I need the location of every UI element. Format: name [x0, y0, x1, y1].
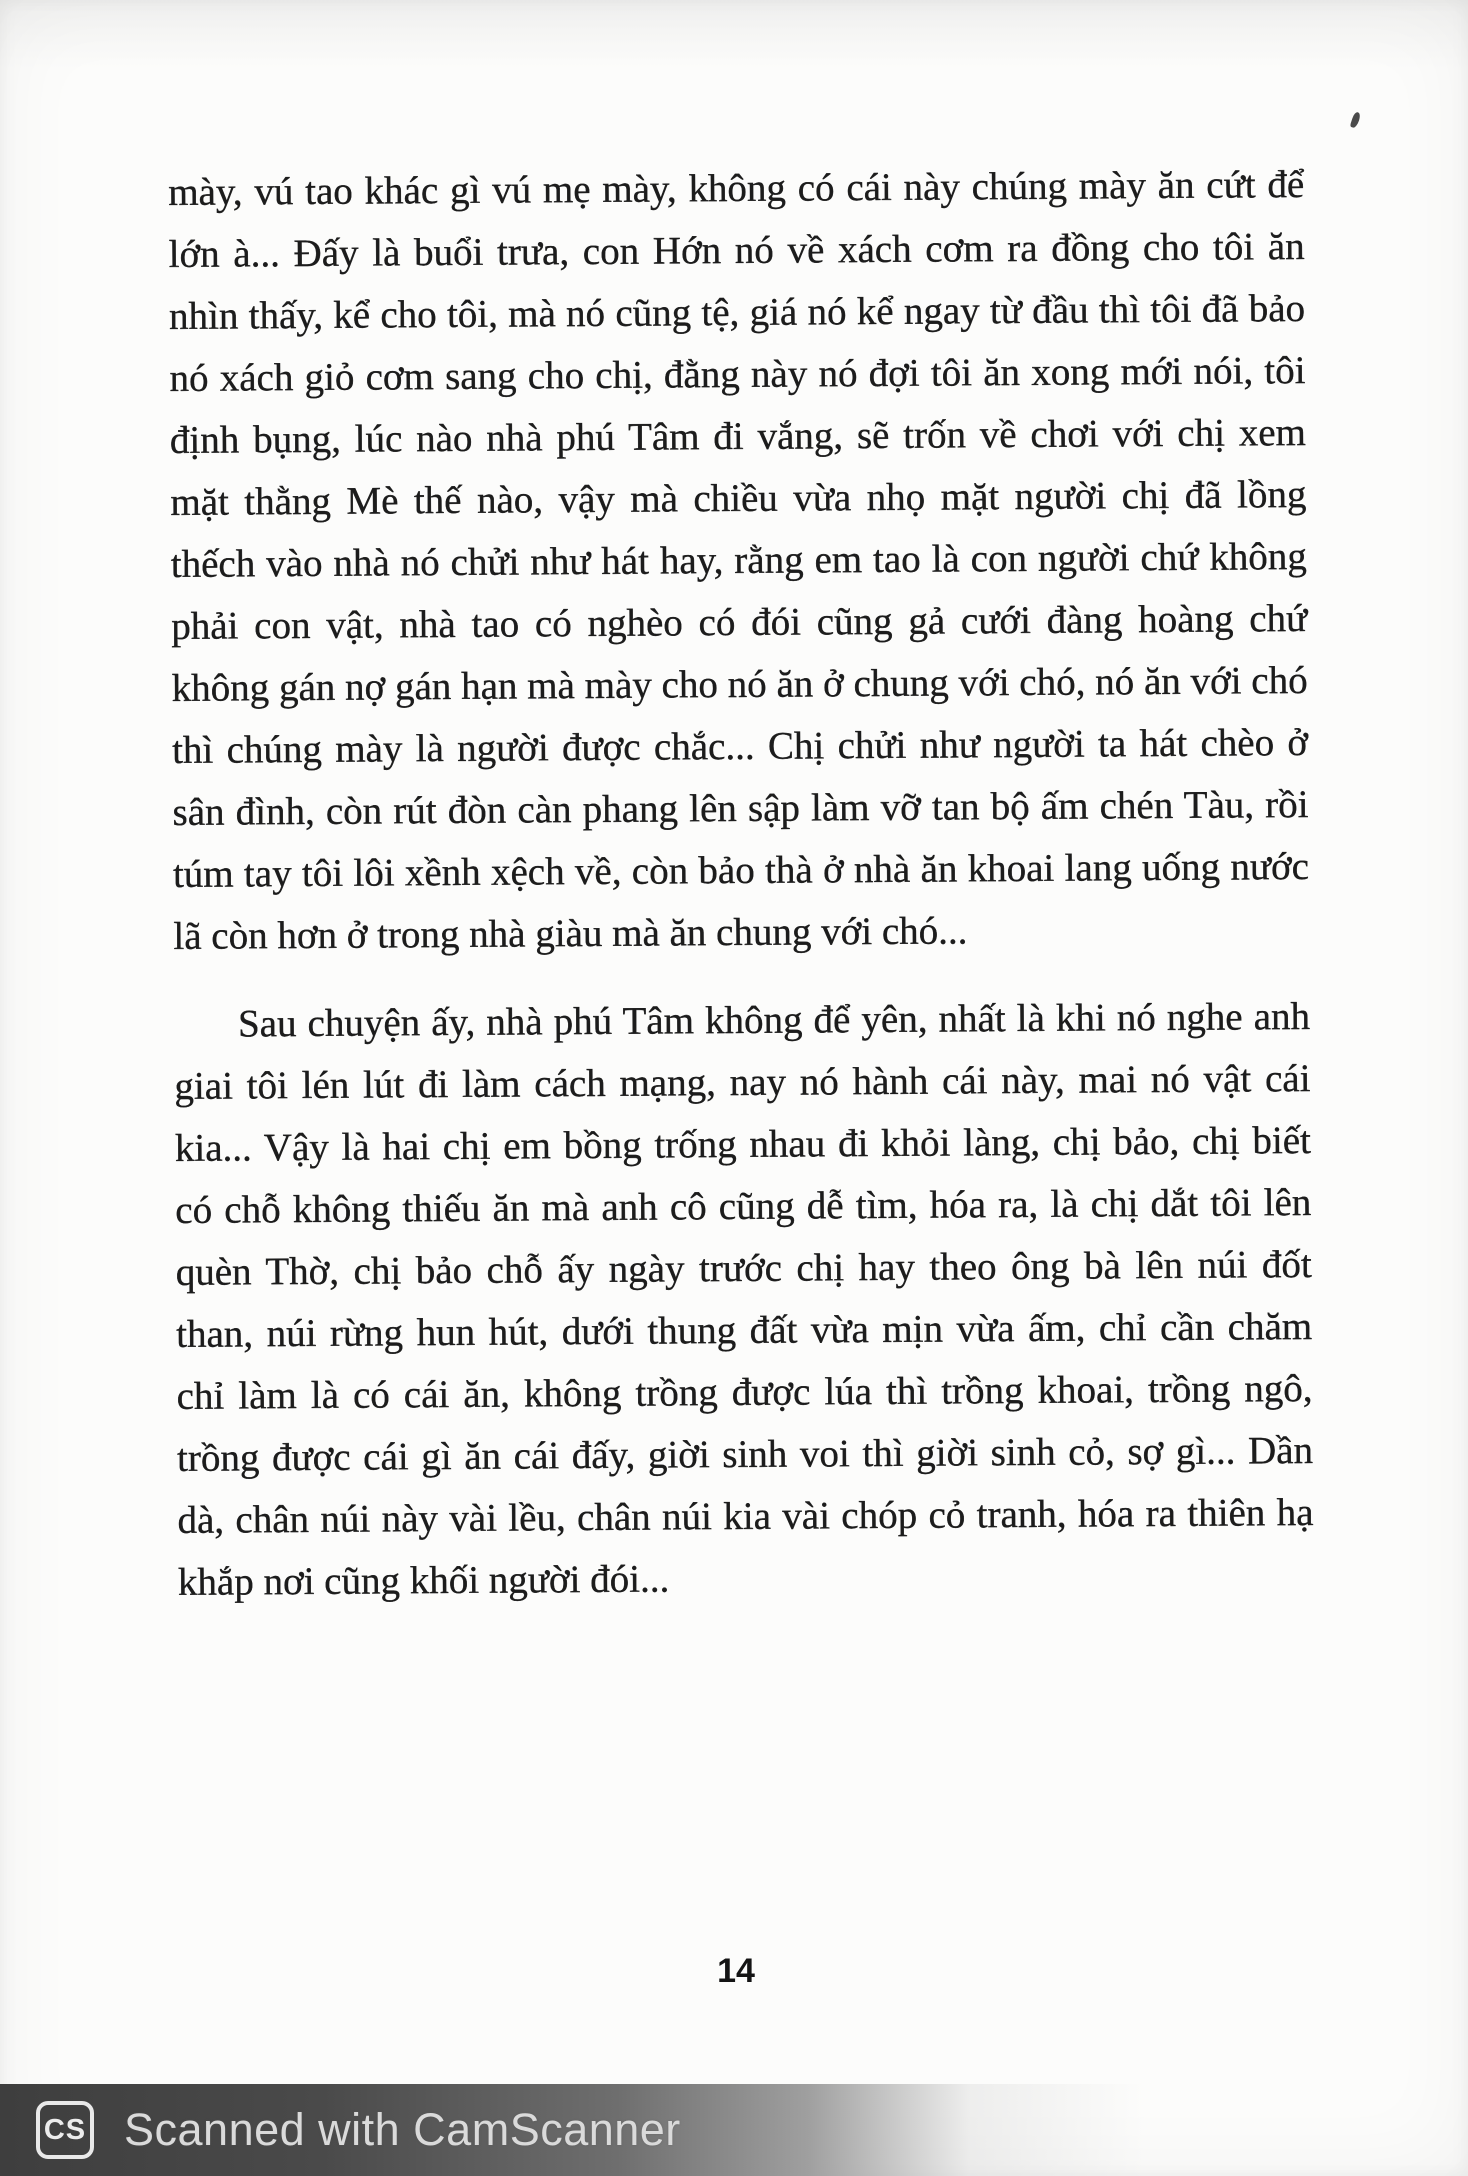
camscanner-watermark-text: Scanned with CamScanner — [124, 2104, 681, 2155]
camscanner-watermark-bar — [0, 2084, 1468, 2176]
page-text-block — [168, 154, 1314, 1614]
camscanner-logo-icon: CS — [36, 2101, 94, 2159]
paragraph-2: Sau chuyện ấy, nhà phú Tâm không để yên, nhất là khi nó nghe anh giai tôi lén lút đi làm cách mạng, nay nó hành cái này, mai nó vật cái kia... Vậy là hai chị em bồng trống nhau đi khỏi làng, chị bảo, chị biết có chỗ không thiếu ăn mà anh cô cũng dễ tìm, hóa ra, là chị dắt tôi lên quèn Thờ, chị bảo chỗ ấy ngày trước chị hay theo ông bà lên núi đốt than, núi rừng hun hút, dưới thung đất vừa mịn vừa ấm, chỉ cần chăm chỉ làm là có cái ăn, không trồng được lúa thì trồng khoai, trồng ngô, trồng được cái gì ăn cái đấy, giời sinh voi thì giời sinh cỏ, sợ gì... Dần dà, chân núi này vài lều, chân núi kia vài chóp cỏ tranh, hóa ra thiên hạ khắp nơi cũng khối người đói... — [174, 995, 1314, 1604]
scan-artifact-mark — [1350, 111, 1362, 128]
page-number: 14 — [717, 1952, 755, 1990]
paragraph-1: mày, vú tao khác gì vú mẹ mày, không có cái này chúng mày ăn cứt để lớn à... Đấy là buổi trưa, con Hớn nó về xách cơm ra đồng cho tôi ăn nhìn thấy, kể cho tôi, mà nó cũng tệ, giá nó kể ngay từ đầu thì tôi đã bảo nó xách giỏ cơm sang cho chị, đằng này nó đợi tôi ăn xong mới nói, tôi định bụng, lúc nào nhà phú Tâm đi vắng, sẽ trốn về chơi với chị xem mặt thằng Mè thế nào, vậy mà chiều vừa nhọ mặt người chị đã lồng thếch vào nhà nó chửi như hát hay, rằng em tao là con người chứ không phải con vật, nhà tao có nghèo có đói cũng gả cưới đàng hoàng chứ không gán nợ gán hạn mà mày cho nó ăn ở chung với chó, nó ăn với chó thì chúng mày là người được chắc... Chị chửi như người ta hát chèo ở sân đình, còn rút đòn càn phang lên sập làm vỡ tan bộ ấm chén Tàu, rồi túm tay tôi lôi xềnh xệch về, còn bảo thà ở nhà ăn khoai lang uống nước lã còn hơn ở trong nhà giàu mà ăn chung với chó... — [168, 163, 1310, 958]
